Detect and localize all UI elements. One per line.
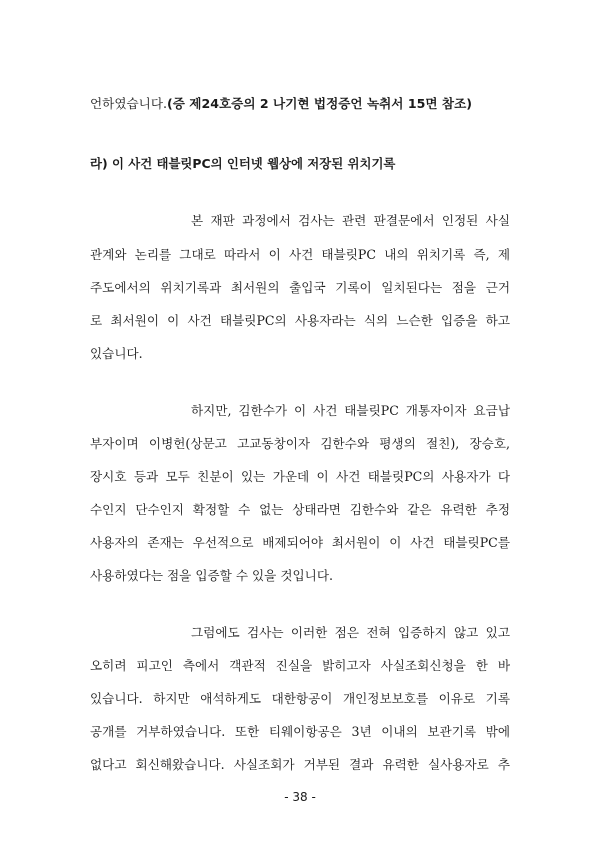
paragraph-1-line-2: 관계와 논리를 그대로 따라서 이 사건 태블릿PC 내의 위치기록 즉, 제 — [90, 247, 510, 262]
paragraph-3-line-1: 그럼에도 검사는 이러한 점은 전혀 입증하지 않고 있고 — [191, 625, 510, 640]
paragraph-3-line-4: 공개를 거부하였습니다. 또한 티웨이항공은 3년 이내의 보관기록 밖에 — [90, 724, 510, 739]
paragraph-2-line-1: 하지만, 김한수가 이 사건 태블릿PC 개통자이자 요금납 — [191, 403, 510, 418]
paragraph-1-line-5: 있습니다. — [90, 346, 143, 361]
continuation-line — [90, 96, 510, 112]
paragraph-3-line-3: 있습니다. 하지만 애석하게도 대한항공이 개인정보보호를 이유로 기록 — [90, 691, 510, 706]
continuation-prefix: 언하였습니다. — [90, 96, 167, 111]
paragraph-2-line-2: 부자이며 이병헌(상문고 고교동창이자 김한수와 평생의 절친), 장승호, — [90, 436, 510, 451]
paragraph-1-line-3: 주도에서의 위치기록과 최서원의 출입국 기록이 일치된다는 점을 근거 — [90, 280, 510, 295]
paragraph-2-line-5: 사용자의 존재는 우선적으로 배제되어야 최서원이 이 사건 태블릿PC를 — [90, 535, 510, 550]
paragraph-3-line-2: 오히려 피고인 측에서 객관적 진실을 밝히고자 사실조회신청을 한 바 — [90, 658, 510, 673]
paragraph-2-line-6: 사용하였다는 점을 입증할 수 있을 것입니다. — [90, 568, 333, 583]
section-heading: 라) 이 사건 태블릿PC의 인터넷 웹상에 저장된 위치기록 — [90, 156, 396, 171]
page-number: - 38 - — [284, 790, 316, 804]
paragraph-3-line-5: 없다고 회신해왔습니다. 사실조회가 거부된 결과 유력한 실사용자로 추 — [90, 757, 510, 772]
evidence-reference: (증 제24호증의 2 나기현 법정증언 녹취서 15면 참조) — [167, 96, 472, 111]
paragraph-2-line-3: 장시호 등과 모두 친분이 있는 가운데 이 사건 태블릿PC의 사용자가 다 — [90, 469, 510, 484]
paragraph-1-line-1: 본 재판 과정에서 검사는 관련 판결문에서 인정된 사실 — [191, 213, 510, 228]
paragraph-2-line-4: 수인지 단수인지 확정할 수 없는 상태라면 김한수와 같은 유력한 추정 — [90, 502, 510, 517]
paragraph-1-line-4: 로 최서원이 이 사건 태블릿PC의 사용자라는 식의 느슨한 입증을 하고 — [90, 313, 510, 328]
